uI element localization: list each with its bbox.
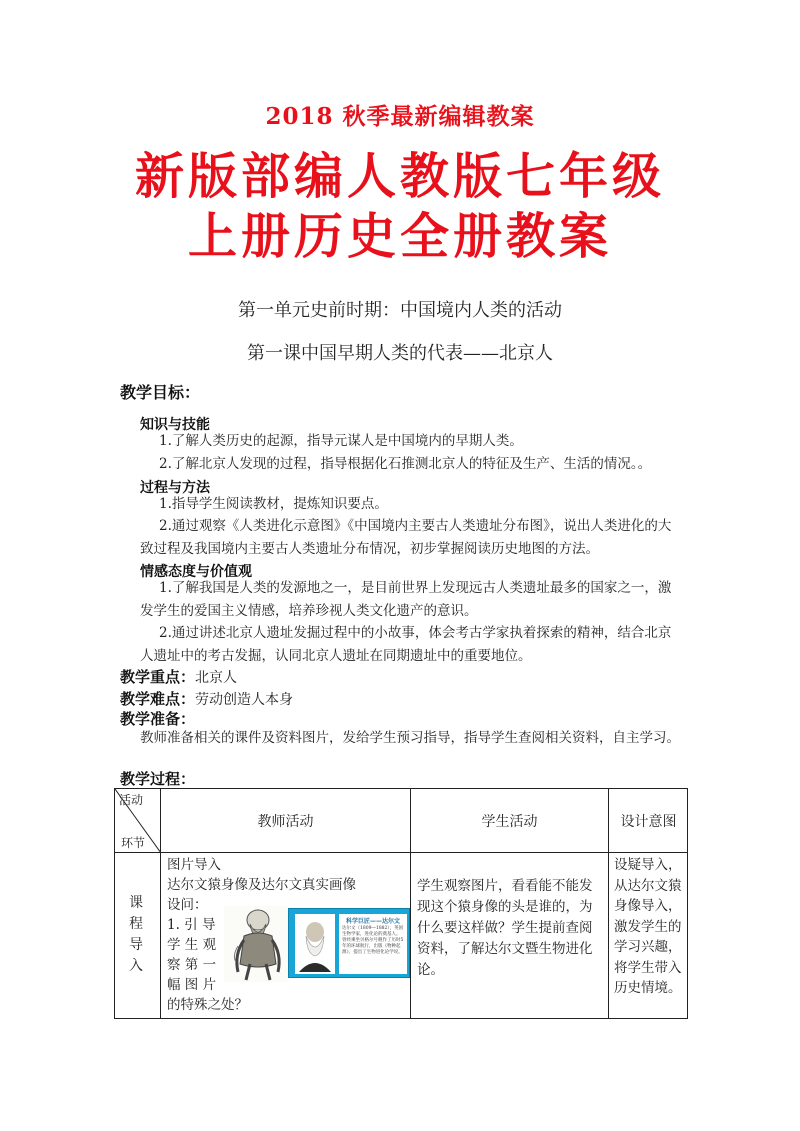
process-section-heading: 教学过程： [120,770,196,788]
key-point-row [120,666,237,687]
teacher-question-line: 幅 图 片 [167,977,217,993]
header-teacher-activity: 教师活动 [257,814,314,830]
main-title-line-1: 新版部编人教版七年级 [134,147,665,205]
teacher-line: 达尔文猿身像及达尔文真实画像 [167,877,356,893]
unit-title: 第一单元史前时期：中国境内人类的活动 [238,300,562,321]
teacher-question-line: 1. 引 导 [167,917,216,933]
darwin-portrait-card [288,908,410,978]
preparation-label: 教学准备： [120,710,196,728]
lesson-title: 第一课中国早期人类的代表——北京人 [247,343,553,364]
values-item-1: 1.了解我国是人类的发源地之一，是目前世界上发现远古人类遗址最多的国家之一，激发学生的爱国主义情感，培养珍视人类文化遗产的意识。 [140,580,672,619]
difficulty-value: 劳动创造人本身 [195,692,294,708]
knowledge-item-1: 1.了解人类历史的起源，指导元谋人是中国境内的早期人类。 [159,433,523,449]
top-banner-title: 2018 秋季最新编辑教案 [265,103,535,130]
teacher-question-line: 察 第 一 [167,957,217,973]
process-item-2: 2.通过观察《人类进化示意图》《中国境内主要古人类遗址分布图》，说出人类进化的大致过程及我国境内主要古人类遗址分布情况，初步掌握阅读历史地图的方法。 [140,518,672,557]
header-design-intent: 设计意图 [620,814,677,830]
stage-cell: 课程导入 [129,895,143,974]
darwin-portrait-image [295,914,335,974]
teacher-line: 的特殊之处？ [167,997,248,1013]
teacher-question-line: 学 生 观 [167,937,217,953]
teacher-line: 图片导入 [167,857,221,873]
card-text: 达尔文（1809—1882），英国生物学家，进化论的奠基人。曾经乘坐贝格尔号舰作了历时5年的环球航行，出版《物种起源》，提出了生物进化论学说。 [342,926,404,955]
difficulty-row [120,688,293,709]
values-heading: 情感态度与价值观 [140,564,252,580]
key-point-value: 北京人 [195,670,238,686]
main-title-line-2: 上册历史全册教案 [187,207,612,265]
darwin-caption-box [339,914,407,974]
key-point-label: 教学重点： [120,668,196,686]
corner-top-label: 活动 [119,793,144,807]
teaching-process-table [114,788,688,1019]
process-heading: 过程与方法 [140,480,210,496]
process-item-1: 1.指导学生阅读教材，提炼知识要点。 [159,496,388,512]
card-title: 科学巨匠——达尔文 [345,918,400,925]
design-intent-cell: 设疑导入，从达尔文猿身像导入，激发学生的学习兴趣，将学生带入历史情境。 [614,857,682,996]
teacher-question [167,915,223,995]
knowledge-item-2: 2.了解北京人发现的过程，指导根据化石推测北京人的特征及生产、生活的情况。。 [159,456,652,472]
darwin-images [224,906,410,982]
student-activity-cell: 学生观察图片，看看能不能发现这个猿身像的头是谁的，为什么要这样做？学生提前查阅资料，了解达尔文暨生物进化论。 [417,878,593,978]
objectives-heading: 教学目标： [120,383,201,402]
difficulty-label: 教学难点： [120,690,196,708]
header-student-activity: 学生活动 [481,814,538,830]
teacher-line: 设问： [167,897,208,913]
knowledge-heading: 知识与技能 [140,417,210,433]
darwin-ape-caricature-image [224,906,288,982]
corner-bottom-label: 环节 [121,836,146,850]
preparation-text: 教师准备相关的课件及资料图片，发给学生预习指导，指导学生查阅相关资料，自主学习。 [140,730,680,746]
values-item-2: 2.通过讲述北京人遗址发掘过程中的小故事，体会考古学家执着探索的精神，结合北京人遗址中的考古发掘，认同北京人遗址在同期遗址中的重要地位。 [140,625,672,664]
